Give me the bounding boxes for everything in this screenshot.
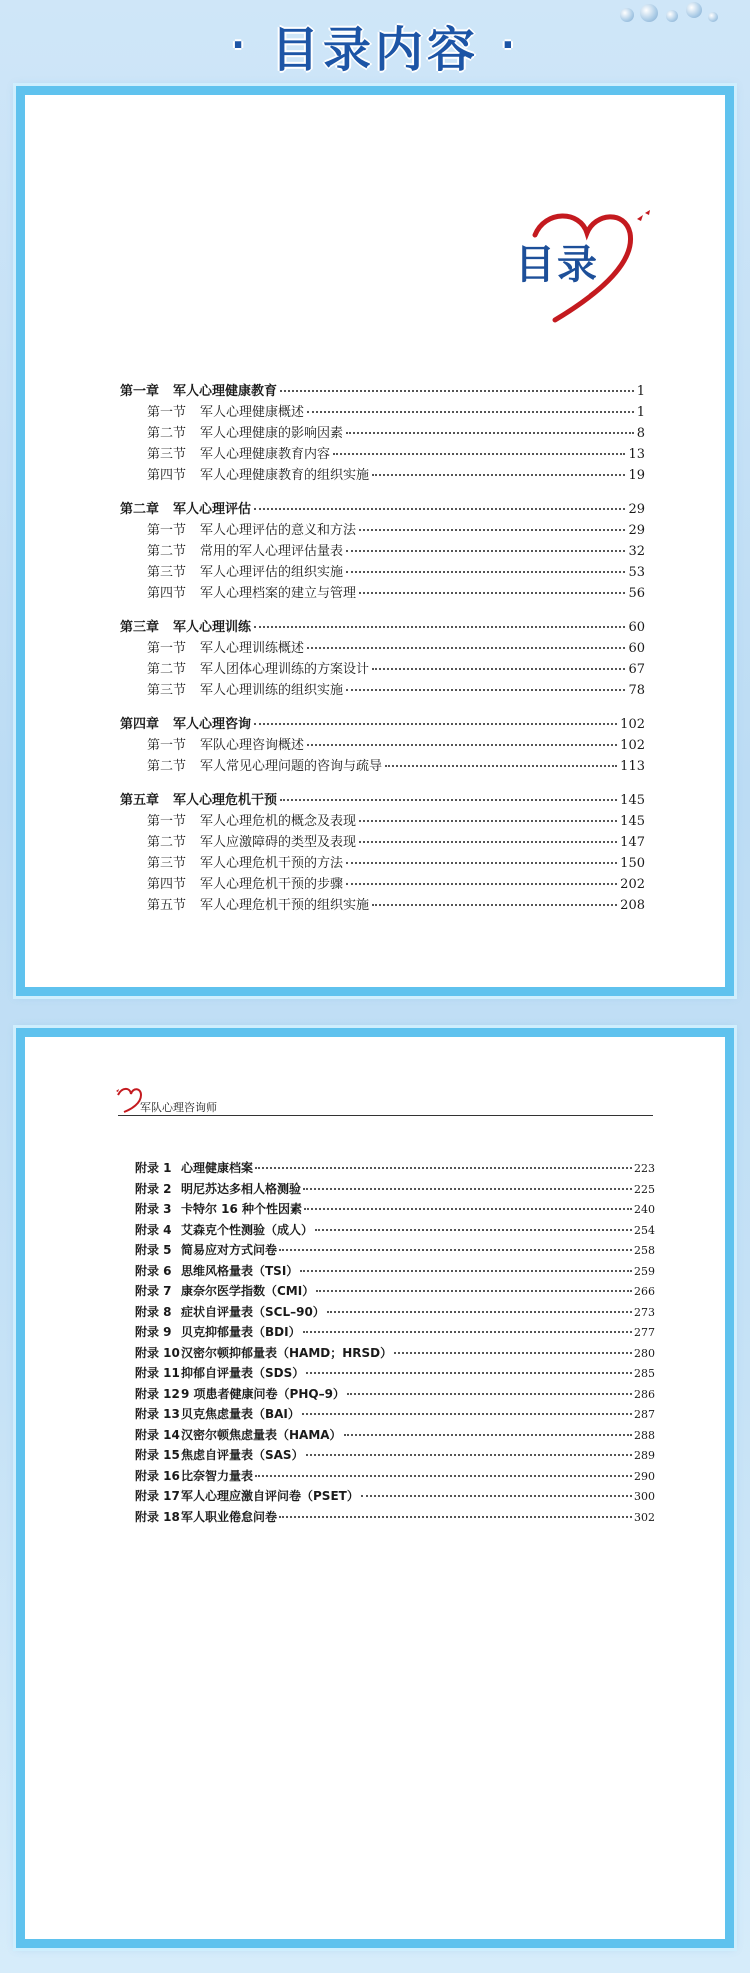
section-number: 第四节: [147, 877, 187, 892]
dot-leader: [279, 1249, 632, 1251]
dot-leader: [346, 689, 625, 691]
appendix-number: 附录 10: [135, 1345, 180, 1360]
toc-section-row[interactable]: [120, 561, 645, 582]
toc-chapter-row[interactable]: [120, 789, 645, 810]
toc-chapter-block: [120, 789, 645, 915]
dot-leader: [306, 1372, 632, 1374]
toc-section-row[interactable]: [120, 658, 645, 679]
section-number: 第三节: [147, 856, 187, 871]
section-title: 军人团体心理训练的方案设计: [200, 662, 370, 677]
appendix-row[interactable]: [135, 1426, 655, 1447]
section-title: 军人心理评估的意义和方法: [200, 523, 357, 538]
dot-leader: [254, 626, 625, 628]
page-number: 266: [634, 1285, 655, 1298]
toc-chapter-row[interactable]: [120, 616, 645, 637]
page-number: 259: [634, 1264, 655, 1278]
appendix-row[interactable]: [135, 1487, 655, 1508]
appendix-row[interactable]: [135, 1241, 655, 1262]
page-number: 8: [636, 426, 645, 441]
appendix-title: 贝克抑郁量表（BDI）: [181, 1325, 301, 1339]
page-number: 280: [634, 1346, 655, 1360]
dot-leader: [359, 529, 625, 531]
dot-leader: [315, 1229, 632, 1231]
dot-leader: [347, 1393, 632, 1395]
dot-leader: [255, 1167, 632, 1169]
page-number: 145: [620, 814, 645, 829]
dot-leader: [346, 883, 617, 885]
section-title: 军人心理健康概述: [200, 405, 305, 420]
chapter-title: 军人心理训练: [173, 620, 252, 635]
toc-section-row[interactable]: [120, 582, 645, 603]
chapter-number: 第一章: [120, 384, 160, 399]
appendix-number: 附录 12: [135, 1386, 180, 1401]
dot-leader: [279, 1516, 632, 1518]
dot-leader: [394, 1352, 632, 1354]
banner-dot-right: ·: [501, 24, 519, 66]
appendix-number: 附录 13: [135, 1407, 180, 1421]
appendix-title: 心理健康档案: [181, 1161, 254, 1175]
toc-section-row[interactable]: [120, 894, 645, 915]
appendix-row[interactable]: [135, 1323, 655, 1344]
section-title: 军队心理咨询概述: [200, 738, 305, 753]
section-title: 军人心理健康的影响因素: [200, 426, 344, 441]
dot-leader: [254, 508, 625, 510]
toc-chapter-block: [120, 380, 645, 485]
page-number: 19: [628, 468, 645, 483]
toc-section-row[interactable]: [120, 540, 645, 561]
appendix-row[interactable]: [135, 1303, 655, 1324]
dot-leader: [302, 1413, 632, 1415]
appendix-number: 附录 14: [135, 1427, 180, 1442]
appendix-number: 附录 11: [135, 1366, 180, 1380]
page-number: 289: [634, 1449, 655, 1462]
page-number: 202: [620, 877, 645, 892]
section-number: 第三节: [147, 565, 187, 580]
section-number: 第一节: [147, 814, 187, 829]
page-number: 240: [634, 1203, 655, 1216]
appendix-number: 附录 16: [135, 1468, 180, 1483]
section-number: 第一节: [147, 738, 187, 753]
dot-leader: [327, 1311, 632, 1313]
chapter-number: 第三章: [120, 620, 160, 635]
banner-dot-left: ·: [231, 24, 249, 66]
section-title: 军人心理训练概述: [200, 641, 305, 656]
toc-section-row[interactable]: [120, 401, 645, 422]
appendix-number: 附录 17: [135, 1489, 180, 1503]
dot-leader: [361, 1495, 632, 1497]
appendix-title: 卡特尔 16 种个性因素: [181, 1202, 303, 1216]
section-title: 军人心理危机干预的步骤: [200, 877, 344, 892]
appendix-row[interactable]: [135, 1405, 655, 1426]
appendix-number: 附录 8: [135, 1304, 172, 1319]
page-number: 273: [634, 1305, 655, 1319]
page-number: 53: [628, 565, 645, 580]
dot-leader: [346, 862, 617, 864]
page-number: 56: [628, 586, 645, 601]
appendix-title: 思维风格量表（TSI）: [181, 1263, 299, 1278]
appendix-number: 附录 6: [135, 1263, 172, 1278]
appendix-title: 军人心理应激自评问卷（PSET）: [181, 1489, 359, 1503]
dot-leader: [372, 904, 617, 906]
chapter-title: 军人心理危机干预: [173, 793, 278, 808]
appendix-title: 汉密尔顿抑郁量表（HAMD；HRSD）: [181, 1345, 393, 1360]
appendix-title: 比奈智力量表: [181, 1468, 254, 1483]
appendix-title: 汉密尔顿焦虑量表（HAMA）: [181, 1427, 342, 1442]
toc-section-row[interactable]: [120, 464, 645, 485]
page-number: 60: [628, 641, 645, 656]
toc-chapter-row[interactable]: [120, 713, 645, 734]
appendix-title: 症状自评量表（SCL–90）: [181, 1304, 325, 1319]
toc-heart-logo: [495, 205, 655, 325]
page-number: 287: [634, 1408, 655, 1421]
page-number: 78: [628, 683, 645, 698]
page-number: 258: [634, 1244, 655, 1257]
page-number: 29: [628, 502, 645, 517]
banner-title: 目录内容: [270, 21, 479, 78]
section-title: 军人常见心理问题的咨询与疏导: [200, 759, 383, 774]
appendix-number: 附录 1: [135, 1161, 172, 1175]
dot-leader: [300, 1270, 632, 1272]
page-number: 288: [634, 1428, 655, 1442]
page-number: 13: [628, 447, 645, 462]
section-title: 军人应激障碍的类型及表现: [200, 835, 357, 850]
page-number: 150: [620, 856, 645, 871]
toc-chapter-row[interactable]: [120, 498, 645, 519]
appendix-row[interactable]: [135, 1344, 655, 1365]
appendix-row[interactable]: [135, 1200, 655, 1221]
page-number: 1: [636, 384, 645, 399]
dot-leader: [346, 432, 634, 434]
appendix-number: 附录 5: [135, 1243, 172, 1257]
appendix-title: 明尼苏达多相人格测验: [181, 1181, 302, 1196]
page-number: 290: [634, 1469, 655, 1483]
appendix-number: 附录 18: [135, 1509, 180, 1524]
page-number: 32: [628, 544, 645, 559]
dot-leader: [303, 1188, 632, 1190]
appendix-row[interactable]: [135, 1508, 655, 1529]
appendix-row[interactable]: [135, 1180, 655, 1201]
section-number: 第一节: [147, 405, 187, 420]
dot-leader: [307, 744, 617, 746]
toc-page-2: [16, 1028, 734, 1948]
toc-section-row[interactable]: [120, 734, 645, 755]
page-number: 277: [634, 1326, 655, 1339]
appendix-row[interactable]: [135, 1446, 655, 1467]
section-number: 第三节: [147, 683, 187, 698]
section-number: 第一节: [147, 523, 187, 538]
page-number: 145: [620, 793, 645, 808]
dot-leader: [359, 592, 625, 594]
dot-leader: [307, 411, 634, 413]
appendix-title: 焦虑自评量表（SAS）: [181, 1448, 304, 1462]
section-number: 第三节: [147, 447, 187, 462]
dot-leader: [316, 1290, 632, 1292]
appendix-row[interactable]: [135, 1262, 655, 1283]
page-number: 102: [620, 717, 645, 732]
section-title: 军人心理训练的组织实施: [200, 683, 344, 698]
toc-section-row[interactable]: [120, 679, 645, 700]
chapter-title: 军人心理健康教育: [173, 384, 278, 399]
running-header: [118, 1085, 653, 1121]
section-number: 第二节: [147, 835, 187, 850]
dot-leader: [359, 820, 617, 822]
page-number: 225: [634, 1182, 655, 1196]
appendix-row[interactable]: [135, 1159, 655, 1180]
page-number: 67: [628, 662, 645, 677]
section-number: 第二节: [147, 544, 187, 559]
toc-section-row[interactable]: [120, 443, 645, 464]
toc-chapter-list: [120, 380, 645, 928]
toc-page-1: [16, 86, 734, 996]
dot-leader: [385, 765, 617, 767]
appendix-number: 附录 4: [135, 1222, 172, 1237]
dot-leader: [346, 550, 625, 552]
appendix-number: 附录 15: [135, 1448, 180, 1462]
toc-section-row[interactable]: [120, 810, 645, 831]
appendix-row[interactable]: [135, 1385, 655, 1406]
toc-chapter-block: [120, 498, 645, 603]
appendix-row[interactable]: [135, 1282, 655, 1303]
page-number: 208: [620, 898, 645, 913]
dot-leader: [303, 1331, 632, 1333]
toc-section-row[interactable]: [120, 831, 645, 852]
page-number: 285: [634, 1367, 655, 1380]
section-title: 常用的军人心理评估量表: [200, 544, 344, 559]
dot-leader: [304, 1208, 632, 1210]
toc-section-row[interactable]: [120, 852, 645, 873]
running-header-rule: [118, 1115, 653, 1116]
dot-leader: [280, 799, 617, 801]
section-title: 军人心理危机的概念及表现: [200, 814, 357, 829]
section-number: 第四节: [147, 586, 187, 601]
dot-leader: [307, 647, 625, 649]
appendix-row[interactable]: [135, 1364, 655, 1385]
section-number: 第二节: [147, 662, 187, 677]
dot-leader: [333, 453, 625, 455]
appendix-number: 附录 2: [135, 1181, 172, 1196]
chapter-number: 第四章: [120, 717, 160, 732]
appendix-list: [135, 1159, 655, 1528]
page-number: 286: [634, 1387, 655, 1401]
section-number: 第二节: [147, 426, 187, 441]
chapter-title: 军人心理评估: [173, 502, 252, 517]
page-number: 113: [620, 759, 645, 774]
section-title: 军人心理档案的建立与管理: [200, 586, 357, 601]
appendix-title: 贝克焦虑量表（BAI）: [181, 1407, 300, 1421]
page-number: 60: [628, 620, 645, 635]
dot-leader: [359, 841, 617, 843]
toc-logo-text: 目录: [515, 242, 599, 288]
appendix-row[interactable]: [135, 1467, 655, 1488]
appendix-title: 军人职业倦怠问卷: [181, 1509, 278, 1524]
dot-leader: [346, 571, 625, 573]
chapter-number: 第二章: [120, 502, 160, 517]
toc-section-row[interactable]: [120, 637, 645, 658]
dot-leader: [306, 1454, 632, 1456]
dot-leader: [254, 723, 617, 725]
page-number: 223: [634, 1162, 655, 1175]
dot-leader: [344, 1434, 632, 1436]
page-number: 1: [636, 405, 645, 420]
appendix-row[interactable]: [135, 1221, 655, 1242]
dot-leader: [280, 390, 634, 392]
toc-chapter-row[interactable]: [120, 380, 645, 401]
section-title: 军人心理评估的组织实施: [200, 565, 344, 580]
page-number: 29: [628, 523, 645, 538]
page-number: 147: [620, 835, 645, 850]
page-number: 302: [634, 1510, 655, 1524]
appendix-title: 9 项患者健康问卷（PHQ–9）: [181, 1386, 345, 1401]
dot-leader: [255, 1475, 632, 1477]
toc-section-row[interactable]: [120, 755, 645, 776]
section-number: 第五节: [147, 898, 187, 913]
toc-section-row[interactable]: [120, 519, 645, 540]
dot-leader: [372, 668, 625, 670]
appendix-number: 附录 9: [135, 1325, 172, 1339]
toc-chapter-block: [120, 616, 645, 700]
appendix-title: 抑郁自评量表（SDS）: [181, 1366, 305, 1380]
section-title: 军人心理健康教育内容: [200, 447, 331, 462]
appendix-title: 康奈尔医学指数（CMI）: [181, 1284, 315, 1298]
section-title: 军人心理危机干预的组织实施: [200, 898, 370, 913]
chapter-number: 第五章: [120, 793, 160, 808]
bubbles-decoration: [610, 2, 730, 32]
section-number: 第一节: [147, 641, 187, 656]
chapter-title: 军人心理咨询: [173, 717, 252, 732]
section-title: 军人心理健康教育的组织实施: [200, 468, 370, 483]
section-title: 军人心理危机干预的方法: [200, 856, 344, 871]
toc-section-row[interactable]: [120, 422, 645, 443]
page-number: 102: [620, 738, 645, 753]
appendix-title: 简易应对方式问卷: [181, 1243, 278, 1257]
appendix-title: 艾森克个性测验（成人）: [181, 1222, 314, 1237]
running-header-text: 军队心理咨询师: [140, 1101, 217, 1114]
section-number: 第二节: [147, 759, 187, 774]
page-number: 300: [634, 1490, 655, 1503]
toc-section-row[interactable]: [120, 873, 645, 894]
appendix-number: 附录 7: [135, 1284, 172, 1298]
appendix-number: 附录 3: [135, 1202, 172, 1216]
dot-leader: [372, 474, 625, 476]
page-number: 254: [634, 1223, 655, 1237]
toc-chapter-block: [120, 713, 645, 776]
section-number: 第四节: [147, 468, 187, 483]
